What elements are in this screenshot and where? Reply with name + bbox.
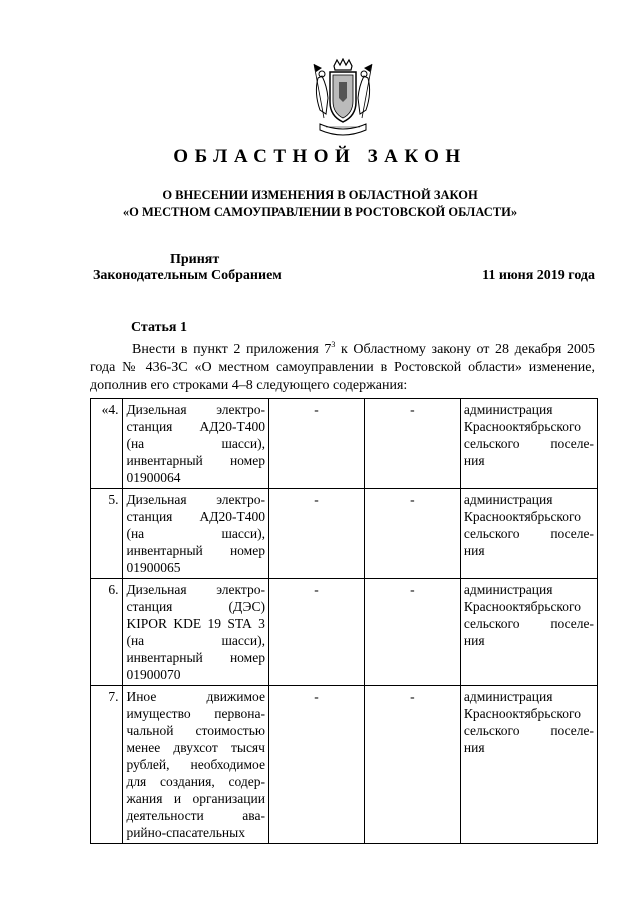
row-number: «4. [91,399,123,489]
recipient [460,399,597,489]
property-description-line: Дизельная электро- [126,582,265,597]
property-description-line: станция (ДЭС) [126,599,265,614]
property-description [123,489,269,579]
property-description-line: чальной стоимостью [126,723,265,738]
table-row [91,489,598,579]
property-description-line: станция АД20-Т400 [126,509,265,524]
recipient-line: сельского поселе- [463,526,594,541]
property-description-line: Иное движимое [126,689,265,704]
recipient-line: ния [463,543,485,558]
row-number: 7. [91,686,123,844]
article-paragraph [90,341,595,395]
recipient-line: ния [463,740,485,755]
subtitle-line-1: О ВНЕСЕНИИ ИЗМЕНЕНИЯ В ОБЛАСТНОЙ ЗАКОН [162,188,478,202]
adopted-label: Принят [170,252,220,267]
property-description-line: жания и организации [126,791,265,806]
property-description [123,686,269,844]
amendment-table [90,398,598,844]
subtitle-line-2: «О МЕСТНОМ САМОУПРАВЛЕНИИ В РОСТОВСКОЙ ОБЛАСТИ» [122,205,518,219]
recipient-line: Краснооктябрьского [463,599,582,614]
row-number: 5. [91,489,123,579]
table-row [91,399,598,489]
property-description-line: менее двухсот тысяч [126,740,265,755]
property-description [123,399,269,489]
article-heading: Статья 1 [131,320,187,335]
property-description-line: для создания, содер- [126,774,265,789]
column-4-value: - [364,489,460,579]
table-row [91,579,598,686]
property-description-line: 01900065 [126,560,181,575]
property-description-line: (на шасси), [126,633,265,648]
recipient-line: Краснооктябрьского [463,509,582,524]
row-number: 6. [91,579,123,686]
column-3-value: - [268,489,364,579]
law-subtitle [80,187,560,221]
property-description-line: KIPOR KDE 19 STA 3 [126,616,265,631]
property-description-line: (на шасси), [126,526,265,541]
article-text-part1: Внести в пункт 2 приложения 7 [132,342,332,357]
property-description-line: рийно-спасательных [126,825,245,840]
recipient-line: Краснооктябрьского [463,706,582,721]
recipient-line: Краснооктябрьского [463,419,582,434]
property-description-line: (на шасси), [126,436,265,451]
property-description-line: 01900064 [126,470,181,485]
column-4-value: - [364,686,460,844]
property-description-line: 01900070 [126,667,181,682]
property-description-line: инвентарный номер [126,543,265,558]
property-description-line: деятельности ава- [126,808,265,823]
property-description-line: Дизельная электро- [126,492,265,507]
property-description-line: инвентарный номер [126,650,265,665]
column-3-value: - [268,686,364,844]
coat-of-arms-emblem [310,58,376,142]
recipient-line: администрация [463,402,553,417]
recipient-line: администрация [463,582,553,597]
adoption-date: 11 июня 2019 года [482,268,595,283]
law-title: ОБЛАСТНОЙ ЗАКОН [173,146,467,167]
property-description-line: имущество первона- [126,706,265,721]
adopted-by: Законодательным Собранием [93,268,282,283]
column-3-value: - [268,399,364,489]
recipient-line: сельского поселе- [463,436,594,451]
recipient-line: сельского поселе- [463,616,594,631]
recipient-line: администрация [463,689,553,704]
property-description-line: станция АД20-Т400 [126,419,265,434]
article-text-part2: к Областному закону от 28 декабря 2005 года № 436-ЗС «О местном самоуправлении в Ростовской области» изменение, дополнив его строками 4–8 следующего содержания: [90,342,595,393]
property-description-line: инвентарный номер [126,453,265,468]
recipient [460,489,597,579]
property-description-line: рублей, необходимое [126,757,265,772]
recipient [460,686,597,844]
column-4-value: - [364,399,460,489]
recipient-line: ния [463,633,485,648]
recipient-line: ния [463,453,485,468]
recipient [460,579,597,686]
article-superscript: 3 [331,340,336,349]
recipient-line: сельского поселе- [463,723,594,738]
property-description [123,579,269,686]
column-3-value: - [268,579,364,686]
table-row [91,686,598,844]
recipient-line: администрация [463,492,553,507]
property-description-line: Дизельная электро- [126,402,265,417]
column-4-value: - [364,579,460,686]
